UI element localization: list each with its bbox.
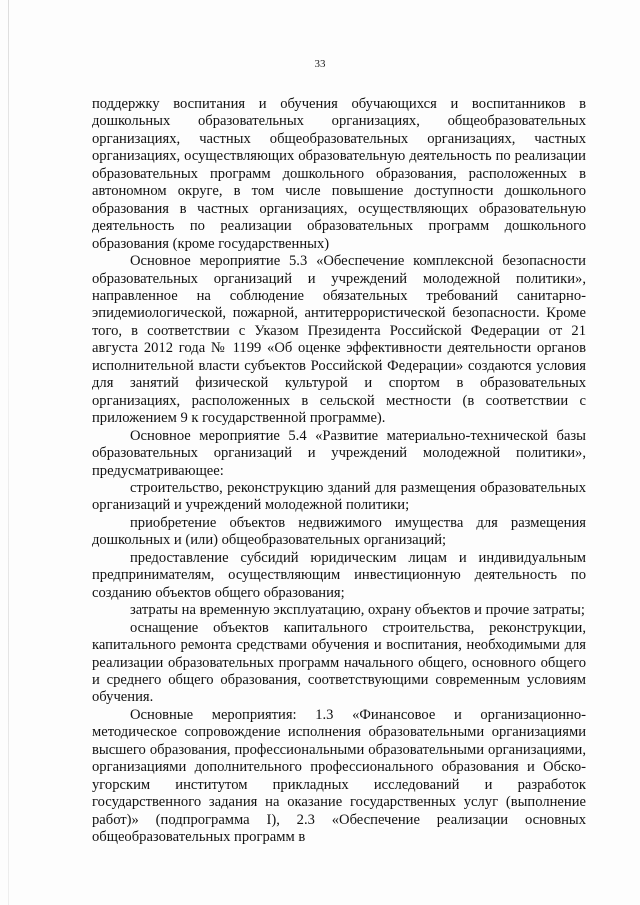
body-text <box>92 96 586 846</box>
list-item-real-estate: приобретение объектов недвижимого имущества для размещения дошкольных и (или) общеобразовательных организаций; <box>92 514 586 549</box>
scan-edge <box>8 0 9 905</box>
list-item-maintenance: затраты на временную эксплуатацию, охрану объектов и прочие затраты; <box>130 602 585 619</box>
paragraph-continuation: поддержку воспитания и обучения обучающихся и воспитанников в дошкольных образовательных организациях, общеобразовательных организациях, частных общеобразовательных организациях, частных организациях, осуществляющих образовательную деятельность по реализации образовательных программ дошкольного образования, расположенных в автономном округе, в том числе повышение доступности дошкольного образования в частных организациях, осуществляющих образовательную деятельность по реализации образовательных программ дошкольного образования (кроме государственных) <box>92 96 586 252</box>
paragraph-5-3: Основное мероприятие 5.3 «Обеспечение комплексной безопасности образовательных организаций и учреждений молодежной политики», направленное на соблюдение обязательных требований санитарно-эпидемиологической, пожарной, антитеррористической безопасности. Кроме того, в соответствии с Указом Президента Российской Федерации от 21 августа 2012 года № 1199 «Об оценке эффективности деятельности органов исполнительной власти субъектов Российской Федерации» создаются условия для занятий физической культурой и спортом в образовательных организациях, расположенных в сельской местности (в соответствии с приложением 9 к государственной программе). <box>92 253 586 427</box>
page-number: 33 <box>314 58 326 70</box>
list-item-construction: строительство, реконструкцию зданий для размещения образовательных организаций и учреждений молодежной политики; <box>92 479 586 514</box>
list-item-subsidies: предоставление субсидий юридическим лицам и индивидуальным предпринимателям, осуществляющим инвестиционную деятельность по созданию объектов общего образования; <box>92 549 586 601</box>
paragraph-main-measures: Основные мероприятия: 1.3 «Финансовое и организационно-методическое сопровождение исполнения образовательными организациями высшего образования, профессиональными образовательными организациями, организациями дополнительного профессионального образования и Обско-угорским институтом прикладных исследований и разработок государственного задания на оказание государственных услуг (выполнение работ)» (подпрограмма I), 2.3 «Обеспечение реализации основных общеобразовательных программ в <box>92 706 586 846</box>
paragraph-5-4: Основное мероприятие 5.4 «Развитие материально-технической базы образовательных организаций и учреждений молодежной политики», предусматривающее: <box>92 427 586 479</box>
list-item-equipment: оснащение объектов капитального строительства, реконструкции, капитального ремонта средствами обучения и воспитания, необходимыми для реализации образовательных программ начального общего, основного общего и среднего общего образования, соответствующими современным условиям обучения. <box>92 619 586 706</box>
